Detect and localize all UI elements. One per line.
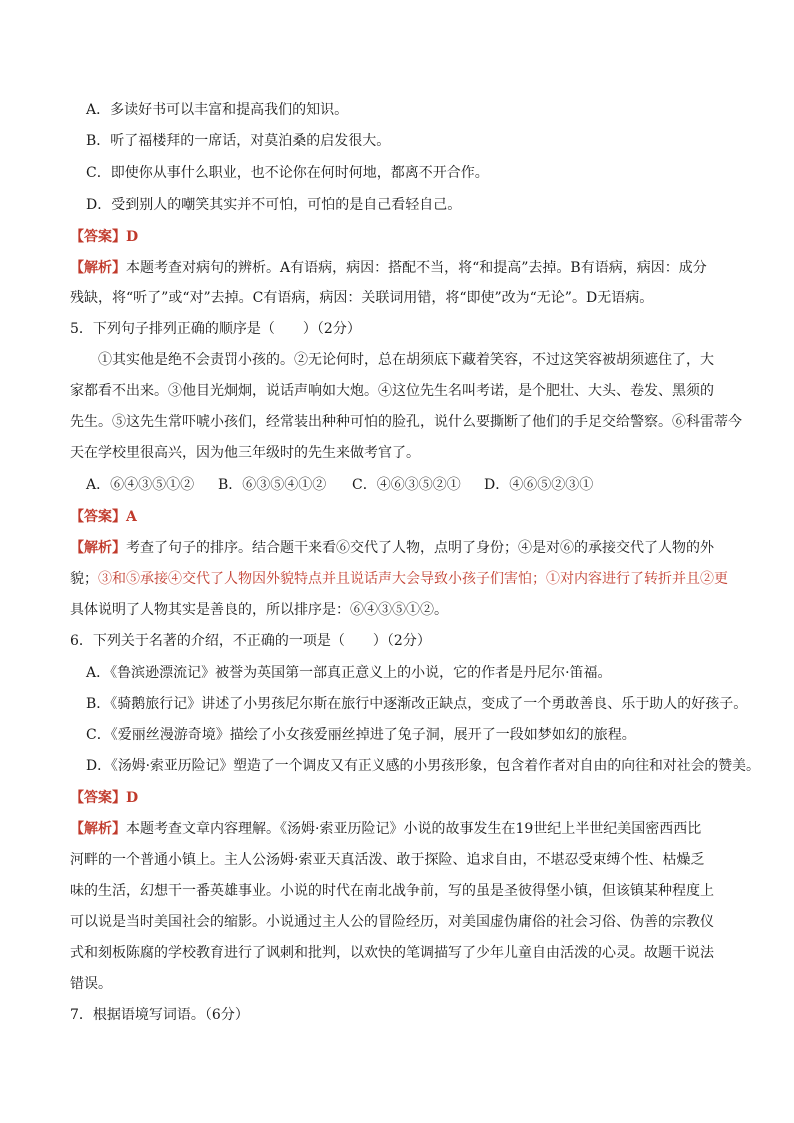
q7-stem: 7．根据语境写词语。（6分） <box>70 1007 249 1023</box>
q4-analysis-line-2: 残缺，将“听了”或“对”去掉。C有语病，病因：关联词用错，将“即使”改为“无论”。D无语病。 <box>70 290 654 306</box>
answer-label: 【答案】 <box>70 229 126 245</box>
answer-value: D <box>126 229 139 245</box>
q5-passage-line-3: 先生。⑤这先生常吓唬小孩们，经常装出种种可怕的脸孔，说什么要撕断了他们的手足交给警察。⑥科雷蒂今 <box>70 414 742 430</box>
q6-analysis-line-6: 错误。 <box>70 976 112 992</box>
analysis-text: 本题考查对病句的辨析。A有语病，病因：搭配不当，将“和提高”去掉。B有语病，病因：成分 <box>126 260 707 276</box>
q6-analysis-line-2: 河畔的一个普通小镇上。主人公汤姆·索亚天真活泼、敢于探险、追求自由，不堪忍受束缚个性、枯燥乏 <box>70 852 705 868</box>
analysis-text: 本题考查文章内容理解。《汤姆·索亚历险记》小说的故事发生在19世纪上半世纪美国密西西比 <box>126 821 702 837</box>
q6-analysis-line-1 <box>70 819 701 839</box>
q4-option-c: C．即使你从事什么职业，也不论你在何时何地，都离不开合作。 <box>86 165 489 181</box>
q6-option-d: D．《汤姆·索亚历险记》塑造了一个调皮又有正义感的小男孩形象，包含着作者对自由的向往和对社会的赞美。 <box>86 758 760 774</box>
q5-option-a: A．⑥④③⑤①② <box>86 477 195 493</box>
answer-label: 【答案】 <box>70 509 126 525</box>
q6-analysis-line-3: 味的生活，幻想干一番英雄事业。小说的时代在南北战争前，写的虽是圣彼得堡小镇，但该镇某种程度上 <box>70 883 714 899</box>
analysis-label: 【解析】 <box>70 260 126 276</box>
q5-option-c: C．④⑥③⑤②① <box>352 477 461 493</box>
analysis-label: 【解析】 <box>70 540 126 556</box>
analysis-label: 【解析】 <box>70 821 126 837</box>
q5-stem: 5．下列句子排列正确的顺序是（ ）（2分） <box>70 321 361 337</box>
q4-option-a: A．多读好书可以丰富和提高我们的知识。 <box>86 102 349 118</box>
q5-passage-line-2: 家都看不出来。③他目光炯炯，说话声响如大炮。④这位先生名叫考诺，是个肥壮、大头、卷发、黑须的 <box>70 383 714 399</box>
q6-analysis-line-5: 式和刻板陈腐的学校教育进行了讽刺和批判，以欢快的笔调描写了少年儿童自由活泼的心灵。故题干说法 <box>70 945 714 961</box>
q6-answer <box>70 788 138 808</box>
q5-answer <box>70 507 137 527</box>
answer-value: D <box>126 790 139 806</box>
q6-option-a: A．《鲁滨逊漂流记》被誉为英国第一部真正意义上的小说，它的作者是丹尼尔·笛福。 <box>86 665 612 681</box>
q5-passage-line-1: ①其实他是绝不会责罚小孩的。②无论何时，总在胡须底下藏着笑容，不过这笑容被胡须遮住了，大 <box>98 352 714 368</box>
q4-analysis-line-1 <box>70 258 707 278</box>
analysis-text: 考查了句子的排序。结合题干来看⑥交代了人物，点明了身份；④是对⑥的承接交代了人物的外 <box>126 540 714 556</box>
q6-option-c: C．《爱丽丝漫游奇境》描绘了小女孩爱丽丝掉进了兔子洞，展开了一段如梦如幻的旅程。 <box>86 727 636 743</box>
analysis-text-highlight: ③和⑤承接④交代了人物因外貌特点并且说话声大会导致小孩子们害怕；①对内容进行了转折并且②更 <box>98 571 728 587</box>
q6-analysis-line-4: 可以说是当时美国社会的缩影。小说通过主人公的冒险经历，对美国虚伪庸俗的社会习俗、伪善的宗教仪 <box>70 914 714 930</box>
q4-option-b: B．听了福楼拜的一席话，对莫泊桑的启发很大。 <box>86 133 391 149</box>
answer-value: A <box>126 509 137 525</box>
q5-option-b: B．⑥③⑤④①② <box>218 477 327 493</box>
q4-answer <box>70 227 138 247</box>
q5-option-d: D．④⑥⑤②③① <box>484 477 594 493</box>
analysis-text: 貌； <box>70 571 98 587</box>
answer-label: 【答案】 <box>70 790 126 806</box>
q6-option-b: B．《骑鹅旅行记》讲述了小男孩尼尔斯在旅行中逐渐改正缺点，变成了一个勇敢善良、乐于助人的好孩子。 <box>86 696 748 712</box>
q5-analysis-line-2 <box>70 569 728 589</box>
q5-analysis-line-3: 具体说明了人物其实是善良的，所以排序是：⑥④③⑤①②。 <box>70 602 448 618</box>
q4-option-d: D．受到别人的嘲笑其实并不可怕，可怕的是自己看轻自己。 <box>86 197 462 213</box>
q5-analysis-line-1 <box>70 538 714 558</box>
q6-stem: 6．下列关于名著的介绍，不正确的一项是（ ）（2分） <box>70 633 431 649</box>
q5-passage-line-4: 天在学校里很高兴，因为他三年级时的先生来做考官了。 <box>70 445 420 461</box>
